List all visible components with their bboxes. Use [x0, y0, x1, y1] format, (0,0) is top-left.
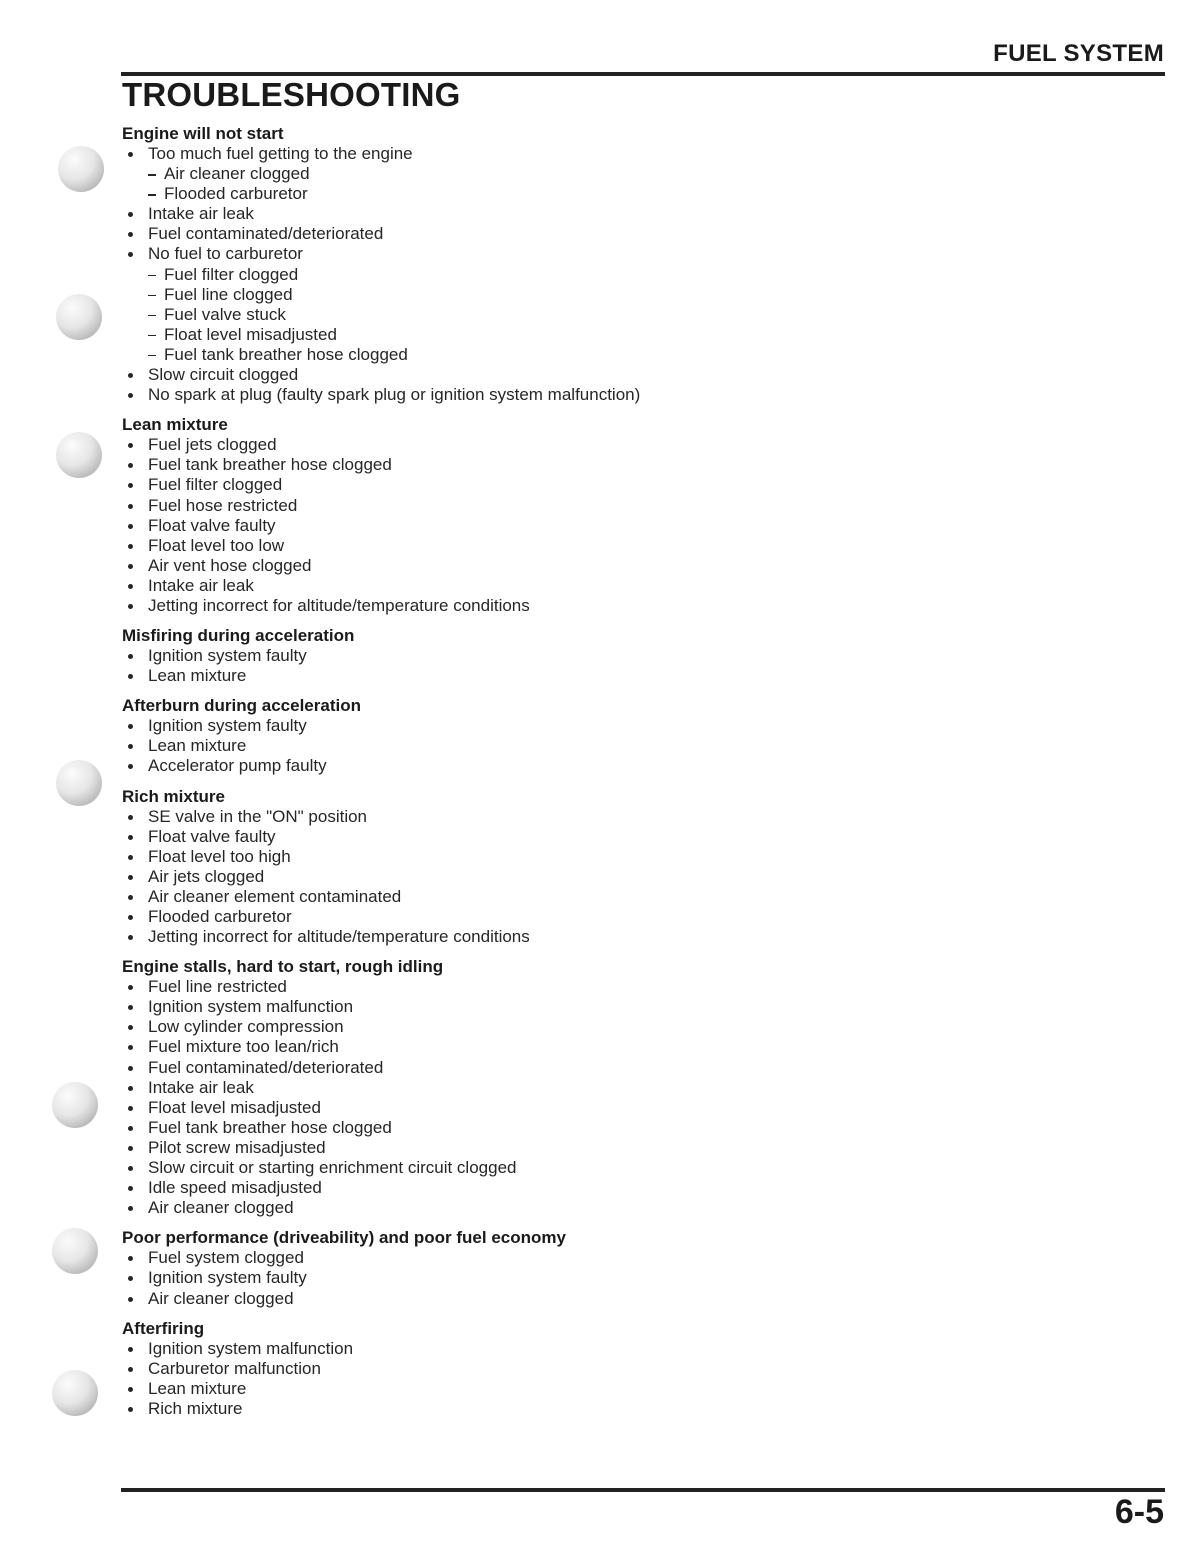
cause-item: Ignition system faulty [122, 716, 1102, 736]
cause-item: Air jets clogged [122, 867, 1102, 887]
cause-subitem: Air cleaner clogged [122, 164, 1102, 184]
binder-hole-icon [56, 294, 102, 340]
cause-item: Fuel hose restricted [122, 496, 1102, 516]
cause-subitem: Flooded carburetor [122, 184, 1102, 204]
cause-item: Float valve faulty [122, 516, 1102, 536]
symptom-group [122, 124, 1102, 405]
cause-item: Intake air leak [122, 1078, 1102, 1098]
cause-item: Air cleaner clogged [122, 1198, 1102, 1218]
cause-subitem: Fuel tank breather hose clogged [122, 345, 1102, 365]
page-title: TROUBLESHOOTING [122, 76, 461, 113]
symptom-group [122, 626, 1102, 686]
cause-item: Float level too low [122, 536, 1102, 556]
cause-item: Air cleaner element contaminated [122, 887, 1102, 907]
binder-hole-icon [58, 146, 104, 192]
footer-rule [121, 1488, 1165, 1492]
cause-item: Jetting incorrect for altitude/temperature conditions [122, 596, 1102, 616]
symptom-group [122, 1228, 1102, 1308]
symptom-heading: Afterburn during acceleration [122, 696, 361, 716]
cause-list [122, 977, 1102, 1218]
cause-list [122, 1248, 1102, 1308]
section-label: FUEL SYSTEM [993, 40, 1164, 67]
symptom-group [122, 957, 1102, 1218]
symptom-heading: Rich mixture [122, 786, 225, 806]
cause-list [122, 716, 1102, 776]
cause-subitem: Fuel valve stuck [122, 305, 1102, 325]
cause-item: Float level too high [122, 847, 1102, 867]
cause-subitem: Fuel line clogged [122, 285, 1102, 305]
cause-item: Low cylinder compression [122, 1017, 1102, 1037]
cause-item: Too much fuel getting to the engine [122, 144, 1102, 164]
cause-item: Fuel jets clogged [122, 435, 1102, 455]
cause-item: Fuel system clogged [122, 1248, 1102, 1268]
symptom-group [122, 415, 1102, 616]
page-number: 6-5 [1114, 1493, 1164, 1531]
cause-item: Slow circuit clogged [122, 365, 1102, 385]
cause-item: Flooded carburetor [122, 907, 1102, 927]
cause-item: Ignition system malfunction [122, 997, 1102, 1017]
cause-list [122, 1339, 1102, 1419]
cause-item: Fuel contaminated/deteriorated [122, 224, 1102, 244]
cause-list [122, 646, 1102, 686]
cause-item: Accelerator pump faulty [122, 756, 1102, 776]
cause-item: Pilot screw misadjusted [122, 1138, 1102, 1158]
cause-list [122, 144, 1102, 405]
cause-item: Lean mixture [122, 1379, 1102, 1399]
cause-list [122, 435, 1102, 616]
cause-item: Air vent hose clogged [122, 556, 1102, 576]
symptom-heading: Poor performance (driveability) and poor fuel economy [122, 1228, 566, 1248]
cause-item: Fuel line restricted [122, 977, 1102, 997]
cause-item: Intake air leak [122, 204, 1102, 224]
cause-item: Ignition system malfunction [122, 1339, 1102, 1359]
cause-item: No spark at plug (faulty spark plug or ignition system malfunction) [122, 385, 1102, 405]
cause-item: Lean mixture [122, 736, 1102, 756]
cause-item: Fuel tank breather hose clogged [122, 1118, 1102, 1138]
binder-hole-icon [56, 760, 102, 806]
cause-item: Fuel tank breather hose clogged [122, 455, 1102, 475]
cause-item: Fuel filter clogged [122, 475, 1102, 495]
cause-item: Fuel contaminated/deteriorated [122, 1058, 1102, 1078]
cause-item: Float valve faulty [122, 827, 1102, 847]
cause-item: Carburetor malfunction [122, 1359, 1102, 1379]
cause-item: Slow circuit or starting enrichment circuit clogged [122, 1158, 1102, 1178]
cause-item: Float level misadjusted [122, 1098, 1102, 1118]
cause-item: Ignition system faulty [122, 1268, 1102, 1288]
binder-hole-icon [52, 1082, 98, 1128]
symptom-heading: Misfiring during acceleration [122, 626, 355, 646]
cause-item: Jetting incorrect for altitude/temperature conditions [122, 927, 1102, 947]
troubleshooting-list [122, 124, 1102, 1429]
cause-item: Ignition system faulty [122, 646, 1102, 666]
binder-hole-icon [52, 1228, 98, 1274]
symptom-heading: Afterfiring [122, 1318, 205, 1338]
cause-item: Lean mixture [122, 666, 1102, 686]
symptom-group [122, 787, 1102, 948]
binder-hole-icon [56, 432, 102, 478]
cause-list [122, 807, 1102, 948]
symptom-group [122, 696, 1102, 776]
symptom-heading: Engine will not start [122, 124, 284, 143]
cause-item: No fuel to carburetor [122, 244, 1102, 264]
cause-item: Fuel mixture too lean/rich [122, 1037, 1102, 1057]
symptom-group [122, 1319, 1102, 1419]
cause-item: Idle speed misadjusted [122, 1178, 1102, 1198]
symptom-heading: Lean mixture [122, 415, 228, 435]
cause-subitem: Fuel filter clogged [122, 265, 1102, 285]
cause-item: Rich mixture [122, 1399, 1102, 1419]
cause-item: Air cleaner clogged [122, 1289, 1102, 1309]
cause-item: SE valve in the "ON" position [122, 807, 1102, 827]
binder-hole-icon [52, 1370, 98, 1416]
symptom-heading: Engine stalls, hard to start, rough idling [122, 957, 444, 977]
cause-subitem: Float level misadjusted [122, 325, 1102, 345]
cause-item: Intake air leak [122, 576, 1102, 596]
